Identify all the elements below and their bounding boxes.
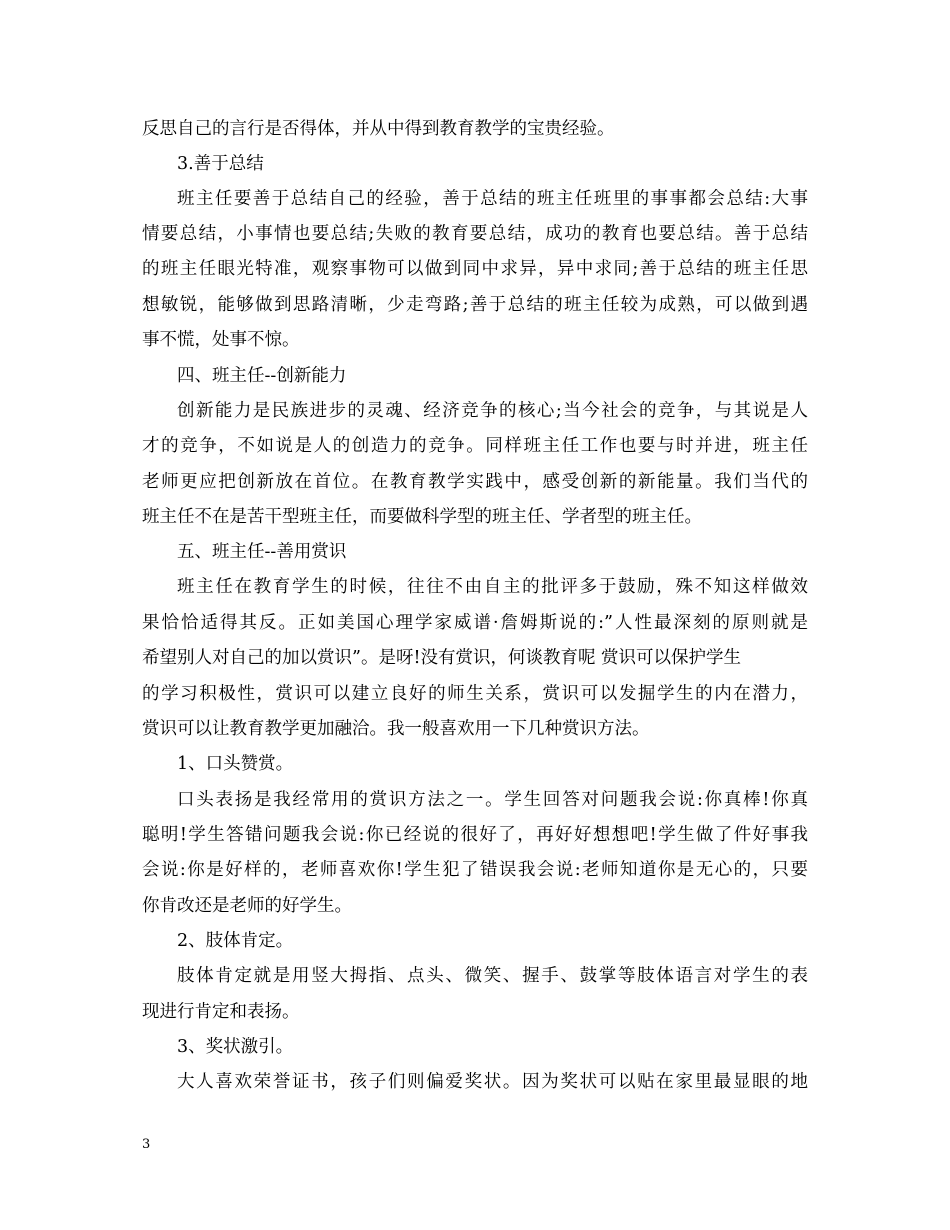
section-heading: 四、班主任--创新能力 (177, 366, 347, 386)
text-line: 事不慌，处事不惊。 (142, 330, 300, 350)
text-line: 情要总结，小事情也要总结;失败的教育要总结，成功的教育也要总结。善于总结 (142, 224, 808, 244)
text-line: 现进行肯定和表扬。 (142, 1002, 300, 1022)
text-line: 班主任在教育学生的时候，往往不由自主的批评多于鼓励，殊不知这样做效 (177, 577, 808, 597)
text-line: 想敏锐，能够做到思路清晰，少走弯路;善于总结的班主任较为成熟，可以做到遇 (142, 295, 808, 315)
text-line: 赏识可以让教育教学更加融洽。我一般喜欢用一下几种赏识方法。 (142, 719, 650, 739)
text-line: 老师更应把创新放在首位。在教育教学实践中，感受创新的新能量。我们当代的 (142, 472, 808, 492)
text-line: 大人喜欢荣誉证书，孩子们则偏爱奖状。因为奖状可以贴在家里最显眼的地 (177, 1072, 808, 1092)
subheading: 2、肢体肯定。 (177, 931, 294, 951)
text-line: 班主任不在是苦干型班主任，而要做科学型的班主任、学者型的班主任。 (142, 507, 702, 527)
subheading: 3、奖状激引。 (177, 1037, 294, 1057)
subheading: 3.善于总结 (177, 154, 264, 174)
text-line: 创新能力是民族进步的灵魂、经济竞争的核心;当今社会的竞争，与其说是人 (177, 401, 808, 421)
text-line: 的班主任眼光特准，观察事物可以做到同中求异，异中求同;善于总结的班主任思 (142, 259, 808, 279)
text-line: 班主任要善于总结自己的经验，善于总结的班主任班里的事事都会总结:大事 (177, 189, 808, 209)
text-line: 口头表扬是我经常用的赏识方法之一。学生回答对问题我会说:你真棒!你真 (177, 790, 808, 810)
text-line: 肢体肯定就是用竖大拇指、点头、微笑、握手、鼓掌等肢体语言对学生的表 (177, 966, 808, 986)
text-line: 会说:你是好样的，老师喜欢你!学生犯了错误我会说:老师知道你是无心的，只要 (142, 860, 808, 880)
text-line: 的学习积极性，赏识可以建立良好的师生关系，赏识可以发掘学生的内在潜力， (142, 684, 808, 704)
text-line: 聪明!学生答错问题我会说:你已经说的很好了，再好好想想吧!学生做了件好事我 (142, 825, 808, 845)
page-number: 3 (142, 1137, 151, 1152)
text-line: 希望别人对自己的加以赏识”。是呀!没有赏识，何谈教育呢 赏识可以保护学生 (142, 648, 742, 668)
text-line: 你肯改还是老师的好学生。 (142, 896, 352, 916)
text-line: 果恰恰适得其反。正如美国心理学家威谱·詹姆斯说的:”人性最深刻的原则就是 (142, 613, 808, 633)
subheading: 1、口头赞赏。 (177, 754, 294, 774)
text-line: 反思自己的言行是否得体，并从中得到教育教学的宝贵经验。 (142, 119, 615, 139)
text-line: 才的竞争，不如说是人的创造力的竞争。同样班主任工作也要与时并进，班主任 (142, 436, 808, 456)
section-heading: 五、班主任--善用赏识 (177, 542, 347, 562)
